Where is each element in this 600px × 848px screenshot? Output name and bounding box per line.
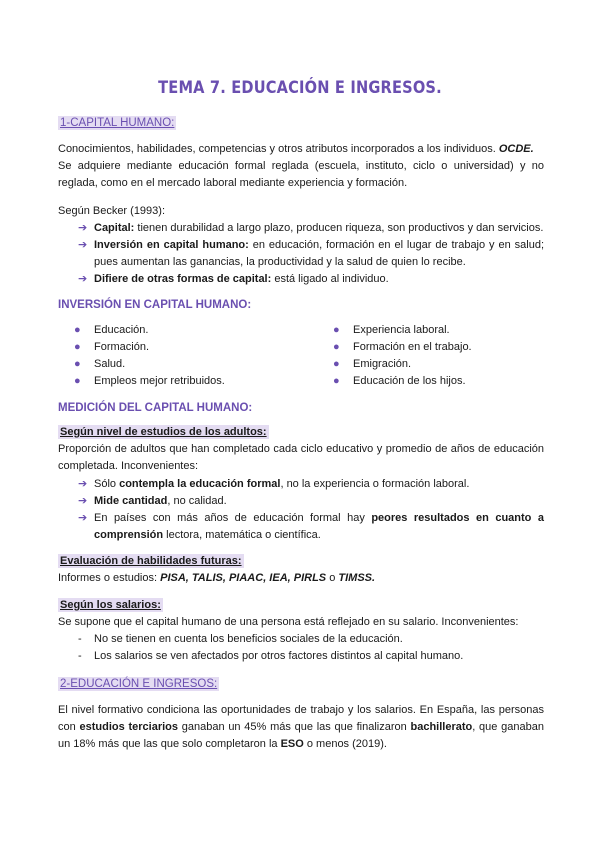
subsection-heading-salarios (58, 599, 163, 611)
list-item-text: Experiencia laboral. (353, 324, 450, 336)
subsection-heading-text: Según nivel de estudios de los adultos: (60, 426, 267, 438)
becker-item (78, 237, 544, 271)
arrow-icon: ➔ (78, 273, 88, 285)
becker-item (78, 220, 544, 237)
intro-text: Conocimientos, habilidades, competencias y otros atributos incorporados a los individuos. (58, 143, 499, 155)
list-item-text: Formación. (94, 341, 150, 353)
ingresos-text: o menos (2019). (303, 738, 387, 750)
evaluacion-studies: TIMSS. (338, 572, 376, 584)
list-item-text: Educación de los hijos. (353, 375, 466, 387)
arrow-icon: ➔ (78, 239, 88, 251)
section-heading-text: 1-CAPITAL HUMANO: (60, 117, 175, 129)
section-heading-text: 2-EDUCACIÓN E INGRESOS: (60, 678, 218, 690)
page-title: TEMA 7. EDUCACIÓN E INGRESOS. (158, 78, 442, 98)
bullet-icon: ● (333, 341, 340, 353)
ingresos-text: ganaban un 45% más que las que finalizaron (178, 721, 411, 733)
nivel-item-text: Sólo (94, 478, 120, 490)
arrow-icon: ➔ (78, 495, 88, 507)
nivel-item-text: , no la experiencia o formación laboral. (280, 478, 470, 490)
nivel-paragraph: Proporción de adultos que han completado cada ciclo educativo y promedio de años de educación completada. Inconvenientes: (58, 443, 544, 472)
bullet-icon: ● (333, 324, 340, 336)
arrow-icon: ➔ (78, 512, 88, 524)
subsection-heading-nivel (58, 426, 269, 438)
ingresos-text: El nivel formativo condiciona las oportunidades de trabajo y los salarios. En España, las personas con (58, 704, 544, 733)
bullet-icon: ● (333, 358, 340, 370)
list-item (74, 322, 148, 339)
subsection-heading-text: Evaluación de habilidades futuras: (60, 555, 242, 567)
becker-item-text: está ligado al individuo. (271, 273, 389, 285)
becker-item-title: Difiere de otras formas de capital: (94, 273, 272, 285)
salarios-item (78, 631, 403, 648)
intro-source: OCDE. (498, 143, 534, 155)
evaluacion-paragraph (58, 570, 544, 587)
bullet-icon: ● (74, 375, 81, 387)
dash-marker: - (78, 633, 82, 645)
subheading-inversion: INVERSIÓN EN CAPITAL HUMANO: (58, 299, 252, 311)
salarios-paragraph: Se supone que el capital humano de una persona está reflejado en su salario. Inconvenientes: (58, 616, 519, 628)
list-item-text: Formación en el trabajo. (353, 341, 472, 353)
nivel-item-text: lectora, matemática o científica. (163, 529, 321, 541)
becker-item-title: Inversión en capital humano: (94, 239, 249, 251)
dash-marker: - (78, 650, 82, 662)
subsection-heading-text: Según los salarios: (60, 599, 161, 611)
evaluacion-text: Informes o estudios: (58, 572, 161, 584)
ingresos-bold: estudios terciarios (79, 721, 178, 733)
arrow-icon: ➔ (78, 222, 88, 234)
salarios-item (78, 648, 463, 665)
becker-item-text: en educación, formación en el lugar de trabajo y en salud; pues aumentan las ganancias, la productividad y la salud de quien lo recibe. (94, 239, 544, 268)
nivel-item-bold: Mide cantidad (94, 495, 168, 507)
nivel-item-bold: contempla la educación formal (119, 478, 281, 490)
list-item-text: Educación. (94, 324, 149, 336)
evaluacion-studies: PISA, TALIS, PIAAC, IEA, PIRLS (160, 572, 327, 584)
arrow-icon: ➔ (78, 478, 88, 490)
salarios-item-text: No se tienen en cuenta los beneficios sociales de la educación. (94, 633, 403, 645)
intro-paragraph-2: Se adquiere mediante educación formal reglada (escuela, instituto, ciclo o universidad) y no reglada, como en el mercado laboral mediante experiencia y formación. (58, 160, 544, 189)
salarios-item-text: Los salarios se ven afectados por otros factores distintos al capital humano. (94, 650, 464, 662)
section-heading-educacion-ingresos (58, 678, 219, 690)
ingresos-text: , que ganaban un 18% más que las que solo completaron la (58, 721, 544, 750)
subsection-heading-evaluacion (58, 555, 244, 567)
bullet-icon: ● (74, 341, 81, 353)
list-item (333, 339, 472, 356)
evaluacion-text: o (326, 572, 339, 584)
nivel-item (78, 510, 544, 544)
section-heading-capital-humano (58, 117, 176, 129)
nivel-item-bold: peores resultados en cuanto a comprensión (94, 512, 544, 541)
list-item-text: Emigración. (353, 358, 412, 370)
list-item-text: Empleos mejor retribuidos. (94, 375, 225, 387)
nivel-item-text: En países con más años de educación formal hay (94, 512, 372, 524)
list-item (333, 322, 450, 339)
list-item (74, 339, 149, 356)
bullet-icon: ● (74, 358, 81, 370)
bullet-icon: ● (333, 375, 340, 387)
nivel-item (78, 476, 544, 493)
list-item-text: Salud. (94, 358, 126, 370)
nivel-item-text: , no calidad. (167, 495, 227, 507)
intro-paragraph (58, 141, 544, 158)
ingresos-bold: ESO (280, 738, 304, 750)
nivel-item (78, 493, 544, 510)
becker-item-title: Capital: (94, 222, 135, 234)
list-item (74, 356, 125, 373)
bullet-icon: ● (74, 324, 81, 336)
subheading-medicion: MEDICIÓN DEL CAPITAL HUMANO: (58, 402, 253, 414)
becker-label: Según Becker (1993): (58, 205, 166, 217)
becker-item (78, 271, 544, 288)
list-item (333, 373, 466, 390)
list-item (333, 356, 411, 373)
ingresos-bold: bachillerato (410, 721, 473, 733)
ingresos-paragraph (58, 702, 544, 753)
becker-item-text: tienen durabilidad a largo plazo, producen riqueza, son productivos y dan servicios. (134, 222, 544, 234)
list-item (74, 373, 225, 390)
